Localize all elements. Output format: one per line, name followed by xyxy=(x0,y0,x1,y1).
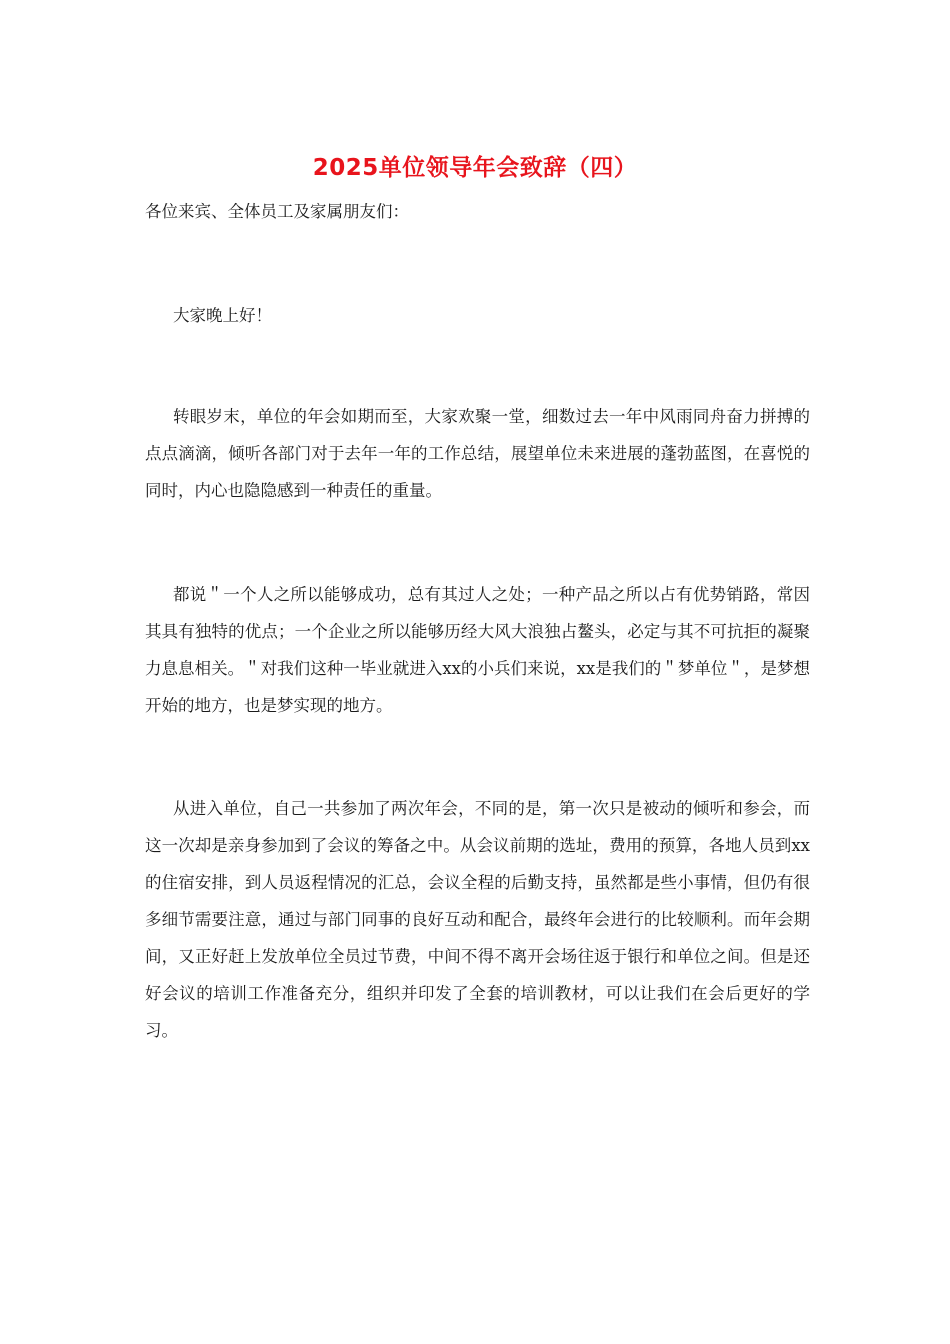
paragraph-greeting: 大家晚上好！ xyxy=(173,306,272,325)
paragraph-annual-meeting: 从进入单位，自己一共参加了两次年会，不同的是，第一次只是被动的倾听和参会，而这一次却是亲身参加到了会议的筹备之中。从会议前期的选址，费用的预算，各地人员到xx的住宿安排，到人员返程情况的汇总，会议全程的后勤支持，虽然都是些小事情，但仍有很多细节需要注意，通过与部门同事的良好互动和配合，最终年会进行的比较顺利。而年会期间，又正好赶上发放单位全员过节费，中间不得不离开会场往返于银行和单位之间。但是还好会议的培训工作准备充分，组织并印发了全套的培训教材，可以让我们在会后更好的学习。 xyxy=(145,799,810,1040)
salutation: 各位来宾、全体员工及家属朋友们： xyxy=(145,202,409,221)
paragraph-year-end: 转眼岁末，单位的年会如期而至，大家欢聚一堂，细数过去一年中风雨同舟奋力拼搏的点点滴滴，倾听各部门对于去年一年的工作总结，展望单位未来进展的蓬勃蓝图，在喜悦的同时，内心也隐隐感到一种责任的重量。 xyxy=(145,407,810,500)
paragraph-dream-unit: 都说＂一个人之所以能够成功，总有其过人之处；一种产品之所以占有优势销路，常因其具有独特的优点；一个企业之所以能够历经大风大浪独占鳌头，必定与其不可抗拒的凝聚力息息相关。＂对我们这种一毕业就进入xx的小兵们来说，xx是我们的＂梦单位＂，是梦想开始的地方，也是梦实现的地方。 xyxy=(145,585,810,715)
document-title: 2025单位领导年会致辞（四） xyxy=(312,155,638,181)
